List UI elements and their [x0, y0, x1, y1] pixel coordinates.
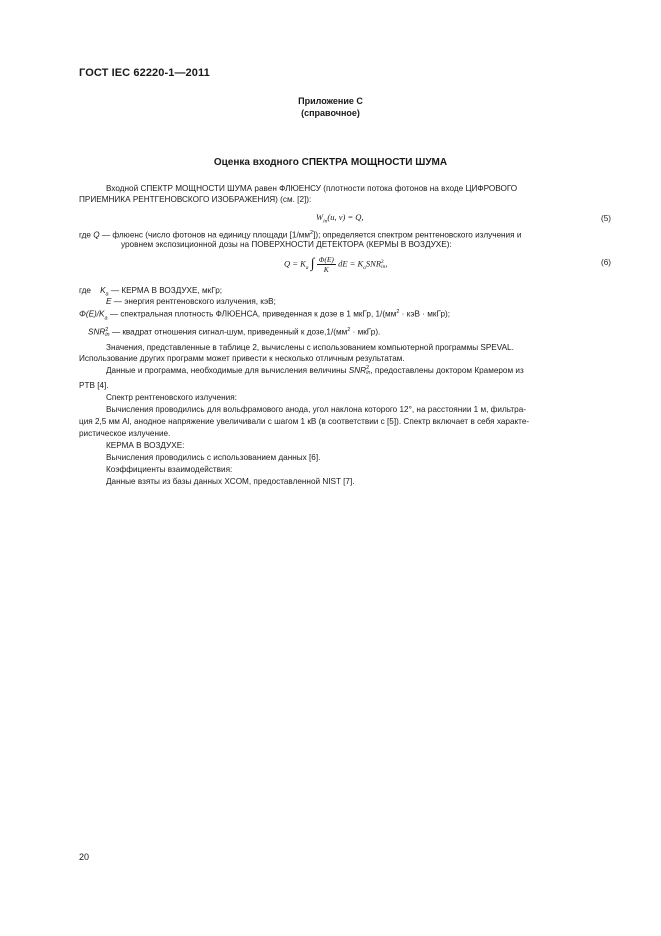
snr-sub: in — [105, 331, 110, 338]
body-line: ция 2,5 мм Al, анодное напряжение увеличивали с шагом 1 кВ (в соответствии с [5]). Спектр включает в себя характе- — [79, 417, 530, 426]
eq5-args: (u, v) — [327, 212, 346, 222]
equation-5 — [316, 212, 364, 225]
def-text: — квадрат отношения сигнал-шум, приведенный к дозе,1/(мм — [109, 327, 348, 337]
eq5-lhs: W — [316, 212, 324, 222]
snr-sup: 2 — [105, 326, 109, 333]
superscript: 2 — [347, 327, 351, 333]
definition-phi — [79, 307, 450, 324]
page-number: 20 — [79, 852, 90, 862]
eq6-lhs: Q = K — [284, 258, 306, 269]
def-text: — энергия рентгеновского излучения, кэВ; — [111, 297, 276, 306]
def-text: — спектральная плотность ФЛЮЕНСА, приведенная к дозе в 1 мкГр, 1/(мм — [107, 309, 397, 319]
eq5-sub: in — [323, 218, 328, 225]
symbol-snr: SNR — [348, 366, 367, 375]
annex-title: Приложение С — [298, 96, 363, 106]
body-line: Спектр рентгеновского излучения: — [106, 393, 237, 402]
superscript: 2 — [310, 230, 314, 236]
symbol-sub: a — [105, 291, 109, 298]
symbol-phi: Φ(E)/K — [79, 309, 105, 319]
where-prefix: где — [79, 286, 91, 295]
equation-number: (5) — [601, 214, 612, 223]
definition-line: уровнем экспозиционной дозы на ПОВЕРХНОСТИ ДЕТЕКТОРА (КЕРМЫ В ВОЗДУХЕ): — [121, 240, 452, 249]
eq6-tail: , — [385, 258, 388, 269]
fraction — [317, 255, 336, 274]
snr-sup: 2 — [366, 364, 370, 371]
symbol-q: Q — [93, 230, 100, 240]
definition-e — [106, 296, 276, 307]
symbol-snr: SNR — [88, 327, 106, 337]
def-text: · мкГр). — [350, 327, 381, 337]
body-line: Вычисления проводились с использованием данных [6]. — [106, 453, 321, 462]
eq6-after: dE = K — [338, 258, 364, 269]
body-line: ристическое излучение. — [79, 429, 171, 438]
fraction-denominator: K — [323, 265, 329, 274]
body-line: Коэффициенты взаимодействия: — [106, 465, 233, 474]
fraction-numerator: Φ(E) — [318, 255, 334, 264]
body-line: Данные взяты из базы данных XCOM, предоставленной NIST [7]. — [106, 477, 355, 486]
equation-number: (6) — [601, 258, 612, 267]
symbol-sub: a — [104, 315, 108, 322]
document-header: ГОСТ IEC 62220-1—2011 — [79, 67, 210, 79]
body-line: Вычисления проводились для вольфрамового анода, угол наклона которого 12°, на расстоянии 1 м, фильтра- — [106, 405, 526, 414]
body-text: Данные и программа, необходимые для вычисления величины — [106, 366, 349, 375]
eq6-lhs-sub: a — [305, 265, 309, 272]
definition-snr — [88, 325, 380, 338]
def-text: — КЕРМА В ВОЗДУХЕ, мкГр; — [108, 286, 223, 295]
snr-sup: 2 — [381, 258, 384, 265]
eq5-rhs: = Q, — [345, 212, 364, 222]
equation-6 — [284, 255, 387, 274]
body-line: Значения, представленные в таблице 2, вычислены с использованием компьютерной программы SPEVAL. — [106, 343, 514, 352]
def-text: — флюенс (число фотонов на единицу площади [1/мм — [99, 230, 311, 240]
eq6-after-sub: a — [363, 265, 366, 272]
symbol-e: E — [106, 297, 112, 306]
annex-subtitle: (справочное) — [301, 108, 360, 118]
superscript: 2 — [396, 309, 400, 315]
def-text: · кэВ · мкГр); — [399, 309, 450, 319]
paragraph-line: ПРИЕМНИКА РЕНТГЕНОВСКОГО ИЗОБРАЖЕНИЯ) (см. [2]): — [79, 195, 312, 204]
def-text: ]); определяется спектром рентгеновского излучения и — [313, 230, 522, 240]
paragraph-line: Входной СПЕКТР МОЩНОСТИ ШУМА равен ФЛЮЕНСУ (плотности потока фотонов на входе ЦИФРОВОГО — [106, 184, 518, 193]
section-title: Оценка входного СПЕКТРА МОЩНОСТИ ШУМА — [213, 157, 448, 168]
where-prefix: где — [79, 230, 94, 240]
integral-sign: ∫ — [310, 256, 315, 272]
body-line: Использование других программ может привести к несколько отличным результатам. — [79, 354, 405, 363]
eq6-snr: SNR — [365, 258, 382, 269]
body-line-snr — [106, 365, 524, 376]
body-line: КЕРМА В ВОЗДУХЕ: — [106, 441, 185, 450]
snr-sub: in — [366, 369, 371, 376]
body-line: PTB [4]. — [79, 381, 109, 390]
snr-sub: in — [381, 263, 386, 270]
symbol-k: K — [100, 286, 106, 295]
body-text: , предоставлены доктором Крамером из — [370, 366, 524, 375]
